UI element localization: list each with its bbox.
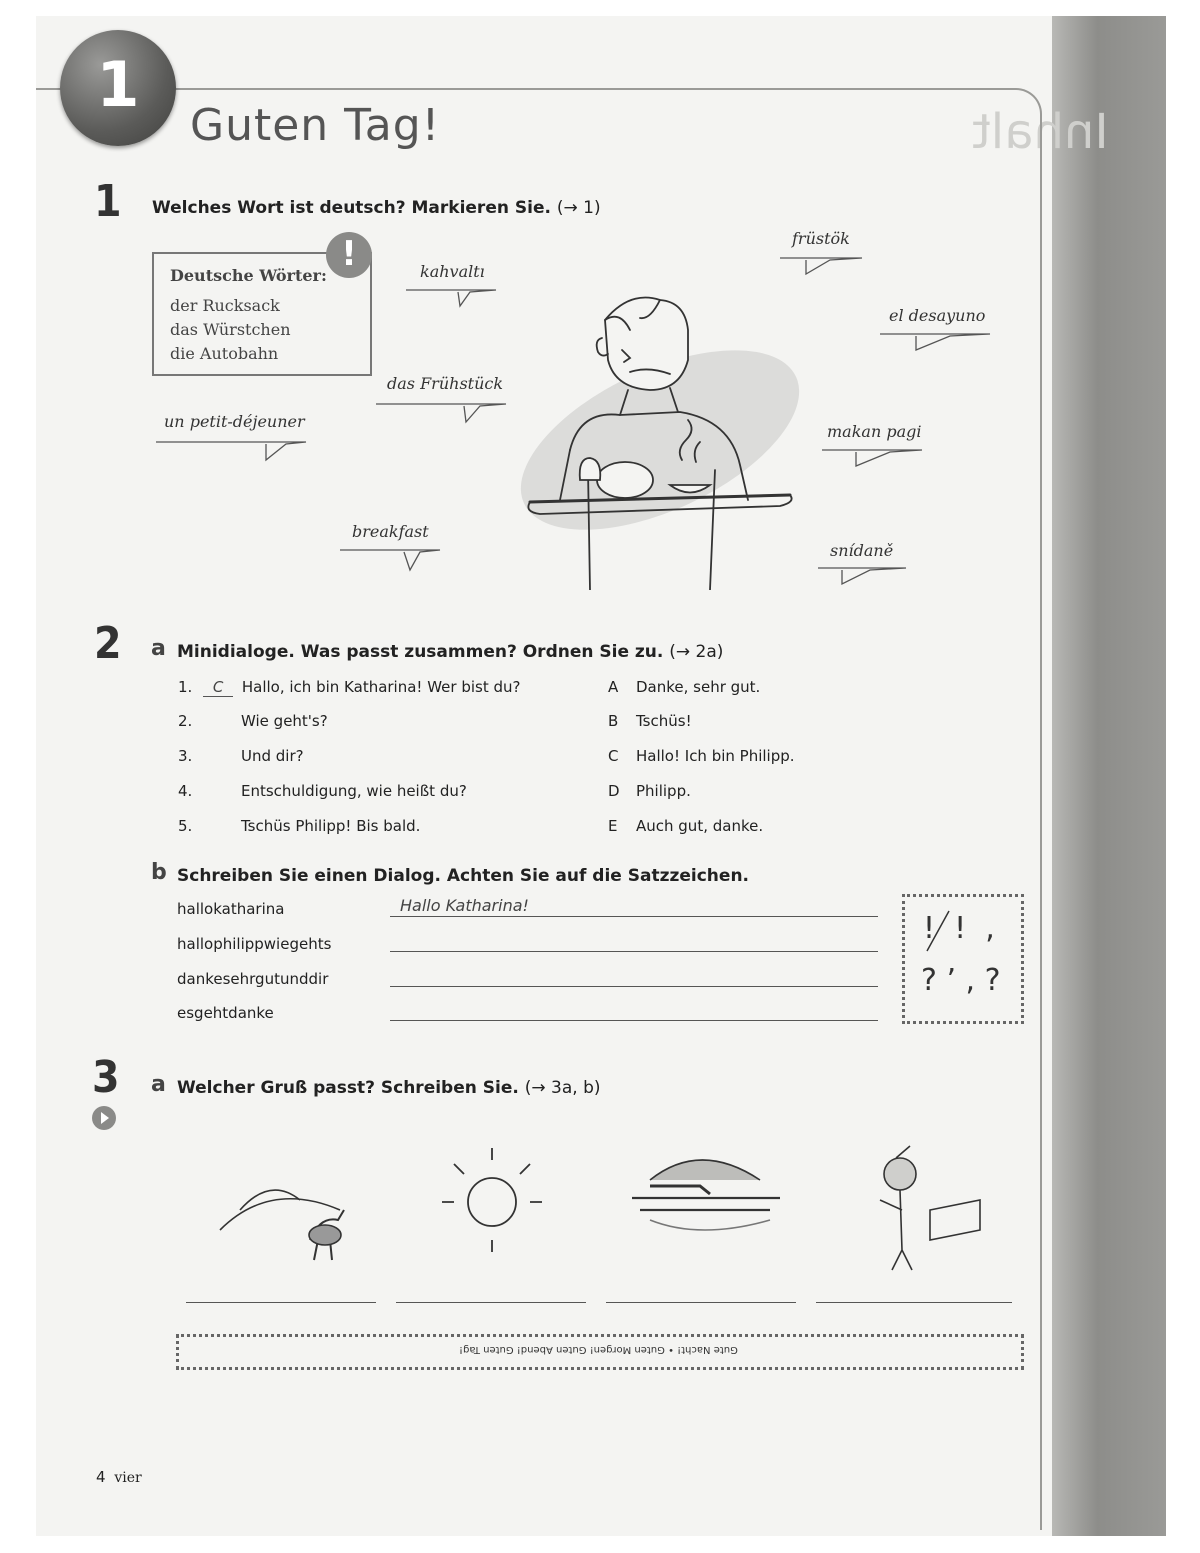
word-kahvalti[interactable]: kahvaltı: [420, 262, 485, 281]
chapter-title: Guten Tag!: [190, 100, 441, 151]
item-text: Und dir?: [241, 747, 304, 765]
exercise-2-number: 2: [94, 618, 122, 669]
dialog-answer-line[interactable]: [390, 986, 878, 987]
dialog-answer-line[interactable]: [390, 951, 878, 952]
item-number: 5.: [178, 817, 193, 835]
word-snidane[interactable]: snídaně: [830, 541, 894, 560]
sleepy-person-picture: [880, 1146, 980, 1270]
answer-blank[interactable]: C: [203, 678, 233, 697]
bleed-through-heading: Inhalt: [972, 104, 1109, 160]
item-number: 3.: [178, 747, 193, 765]
punctuation-row-1: ! ! ,: [923, 911, 995, 946]
exercise-2b-letter: b: [151, 860, 167, 885]
greeting-pictures: [180, 1140, 1080, 1280]
waiter-illustration: [510, 290, 830, 590]
item-letter: E: [608, 817, 618, 835]
info-box-word: die Autobahn: [170, 344, 279, 363]
greeting-answer-line[interactable]: [606, 1302, 796, 1303]
dialog-prompt: hallophilippwiegehts: [177, 935, 332, 953]
word-makan-pagi[interactable]: makan pagi: [827, 422, 922, 441]
exercise-3a-ref: (→ 3a, b): [524, 1078, 601, 1098]
word-el-desayuno[interactable]: el desayuno: [889, 306, 986, 325]
sunset-picture: [632, 1160, 780, 1230]
dialogue-right-item: [608, 712, 692, 730]
page-number: 4: [96, 1468, 106, 1486]
dialogue-left-item: [178, 712, 328, 730]
item-text: Auch gut, danke.: [636, 817, 764, 835]
exercise-3-number: 3: [92, 1052, 120, 1103]
rooster-sunrise-picture: [220, 1190, 344, 1260]
item-text: Wie geht's?: [241, 712, 328, 730]
dialogue-right-item: [608, 817, 763, 835]
greeting-answer-line[interactable]: [396, 1302, 586, 1303]
dialog-answer-line[interactable]: [390, 1020, 878, 1021]
answer-key-box: [176, 1334, 1024, 1370]
exercise-3a-instruction: Welcher Gruß passt? Schreiben Sie.: [177, 1078, 519, 1098]
item-text: Tschüs!: [636, 712, 692, 730]
audio-icon[interactable]: [92, 1106, 116, 1130]
info-box-word: der Rucksack: [170, 296, 280, 315]
greeting-answer-line[interactable]: [816, 1302, 1012, 1303]
item-letter: D: [608, 782, 620, 800]
exercise-1-heading: [152, 198, 601, 218]
exercise-1-number: 1: [94, 176, 122, 227]
item-number: 2.: [178, 712, 193, 730]
chapter-badge: [60, 30, 176, 146]
punctuation-row-2: ? ’ , ?: [921, 963, 1001, 998]
item-letter: C: [608, 747, 619, 765]
dialogue-right-item: [608, 678, 760, 696]
exercise-2a-heading: [177, 642, 723, 662]
item-letter: B: [608, 712, 619, 730]
exclamation-mark: !: [341, 234, 357, 274]
dialogue-right-item: [608, 747, 795, 765]
page-footer: [96, 1468, 142, 1486]
info-box-title: Deutsche Wörter:: [170, 266, 327, 285]
item-text: Philipp.: [636, 782, 691, 800]
exercise-2a-ref: (→ 2a): [669, 642, 724, 662]
exercise-2b-heading: Schreiben Sie einen Dialog. Achten Sie auf die Satzzeichen.: [177, 866, 749, 886]
exercise-3a-letter: a: [151, 1072, 166, 1097]
word-breakfast[interactable]: breakfast: [352, 522, 429, 541]
chapter-number: 1: [96, 48, 140, 121]
next-page-edge: [1052, 16, 1166, 1536]
greeting-answer-line[interactable]: [186, 1302, 376, 1303]
dialogue-left-item: [178, 782, 467, 800]
item-number: 1.: [178, 678, 193, 696]
item-text: Tschüs Philipp! Bis bald.: [241, 817, 421, 835]
strike-mark: [919, 907, 959, 957]
dialog-answer-text: Hallo Katharina!: [400, 896, 529, 915]
info-box-word: das Würstchen: [170, 320, 291, 339]
item-text: Hallo! Ich bin Philipp.: [636, 747, 795, 765]
dialogue-left-item: [178, 747, 304, 765]
punctuation-box: [902, 894, 1024, 1024]
item-letter: A: [608, 678, 619, 696]
item-text: Entschuldigung, wie heißt du?: [241, 782, 467, 800]
word-das-fruhstuck[interactable]: das Frühstück: [387, 374, 504, 393]
dialogue-left-item: [178, 817, 421, 835]
item-text: Hallo, ich bin Katharina! Wer bist du?: [241, 678, 521, 696]
dialog-prompt: hallokatharina: [177, 900, 285, 918]
answer-key-text: Gute Nacht! • Guten Morgen! Guten Abend! Guten Tag!: [459, 1344, 738, 1355]
dialog-prompt: dankesehrgutunddir: [177, 970, 329, 988]
exercise-1-instruction: Welches Wort ist deutsch? Markieren Sie.: [152, 198, 551, 218]
sun-picture: [442, 1148, 542, 1252]
dialog-answer-line[interactable]: [390, 916, 878, 917]
exercise-3a-heading: [177, 1078, 601, 1098]
audio-icon-glyph: [92, 1106, 116, 1130]
page-word: vier: [114, 1470, 142, 1486]
word-un-petit-dejeuner[interactable]: un petit-déjeuner: [164, 412, 305, 431]
dialog-prompt: esgehtdanke: [177, 1004, 274, 1022]
word-frustok[interactable]: früstök: [792, 229, 850, 248]
dialogue-left-item: [178, 678, 520, 697]
exercise-2a-letter: a: [151, 636, 166, 661]
item-number: 4.: [178, 782, 193, 800]
exclamation-icon: [326, 232, 372, 278]
exercise-1-ref: (→ 1): [556, 198, 601, 218]
item-text: Danke, sehr gut.: [636, 678, 761, 696]
dialogue-right-item: [608, 782, 691, 800]
exercise-2a-instruction: Minidialoge. Was passt zusammen? Ordnen Sie zu.: [177, 642, 664, 662]
